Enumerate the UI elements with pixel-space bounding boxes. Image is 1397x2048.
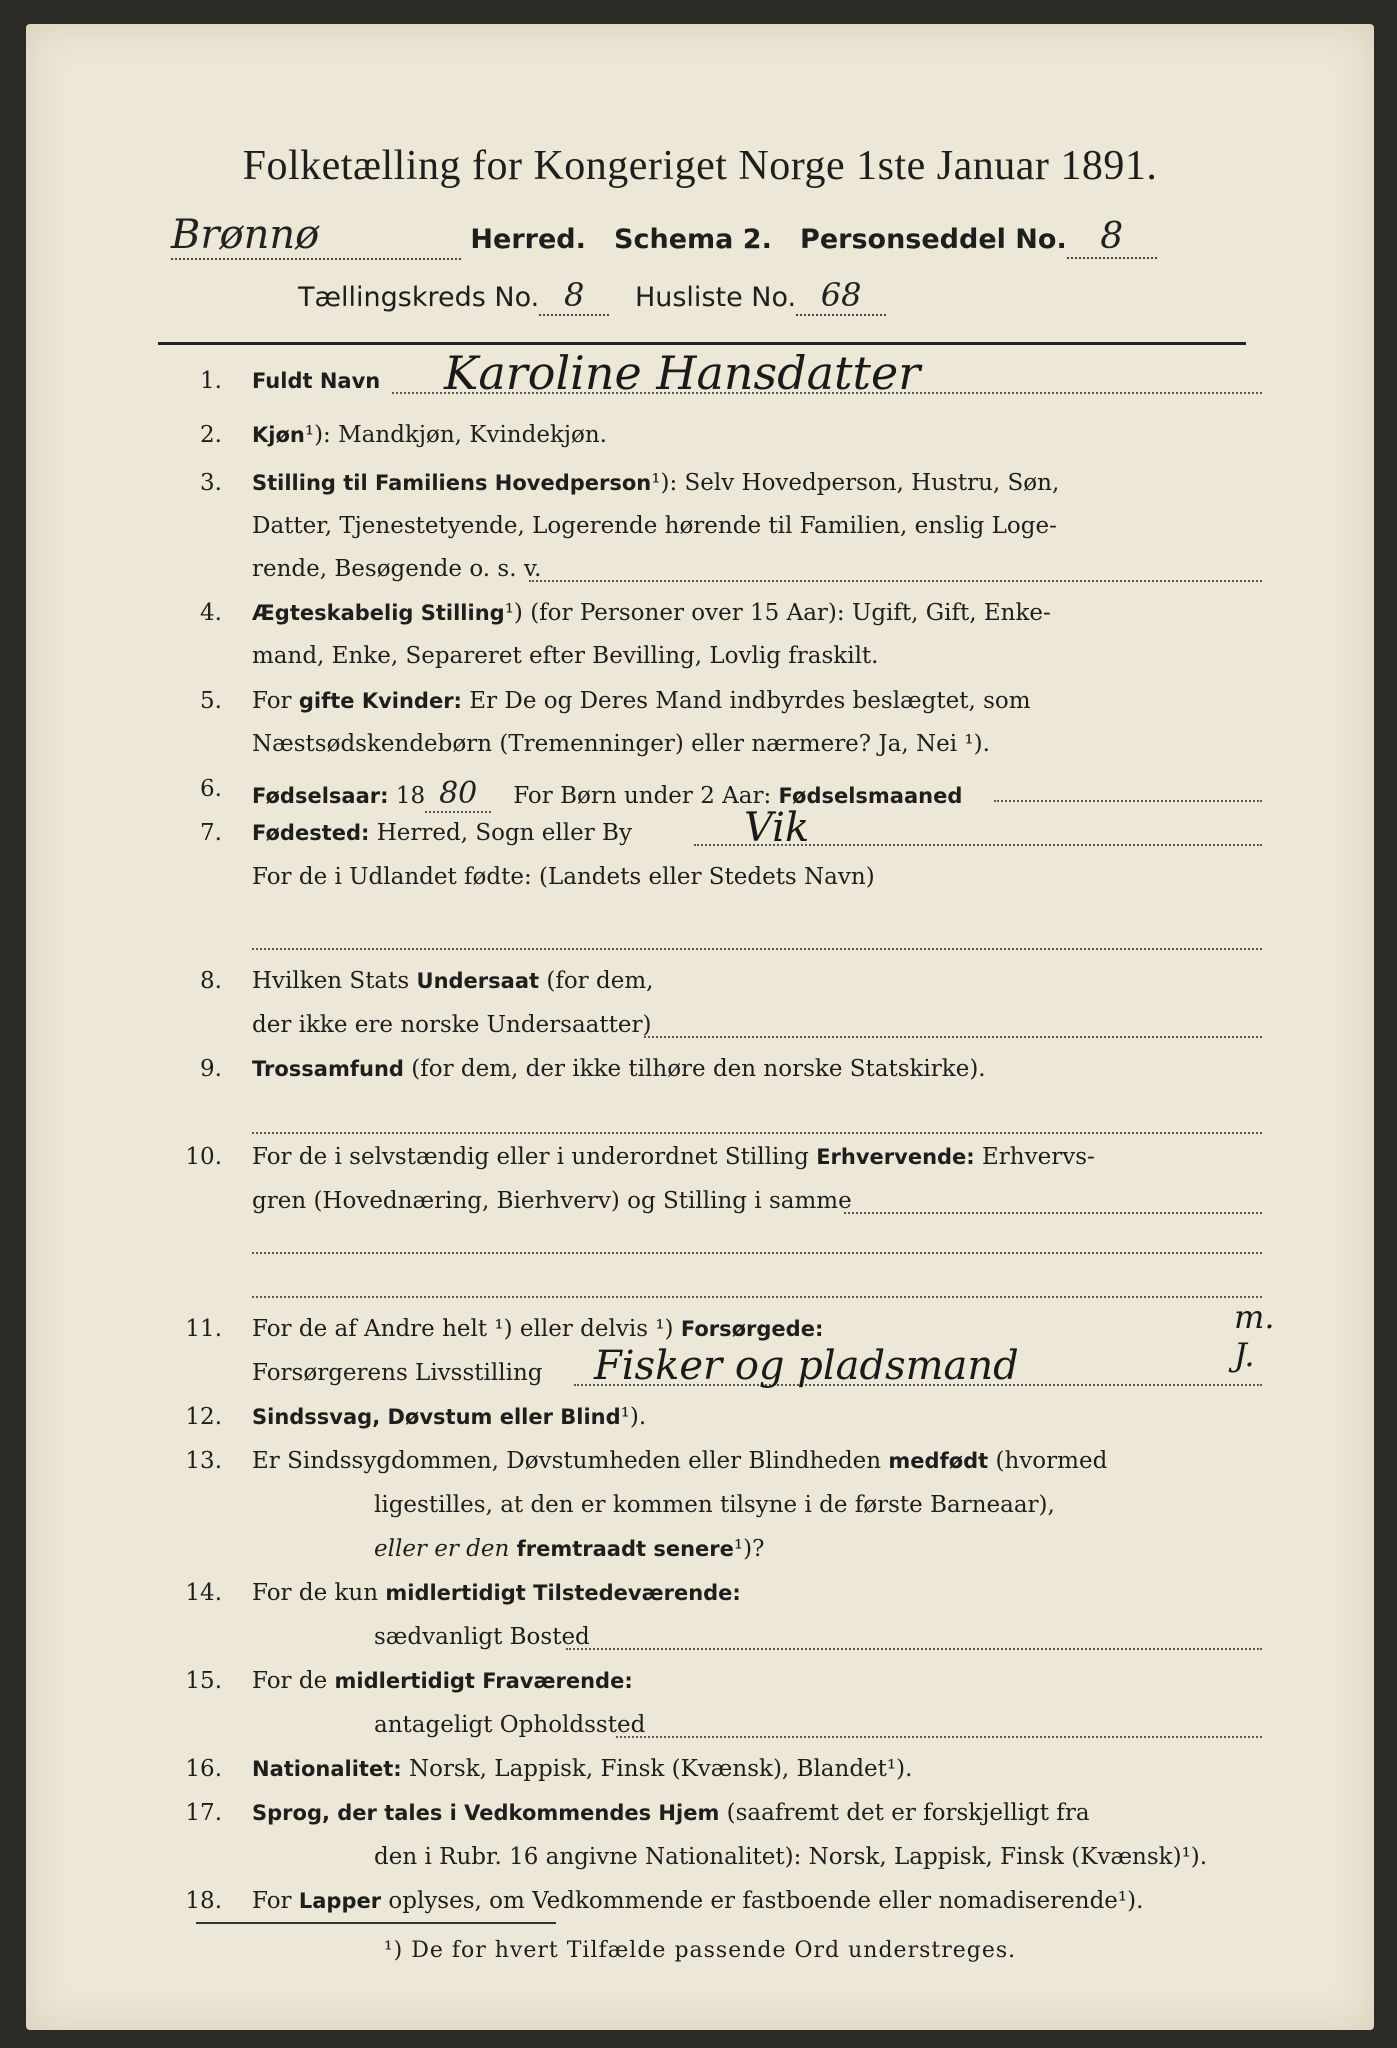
item-number: 12. — [185, 1404, 222, 1430]
header-line-1 — [171, 212, 1157, 260]
birthplace-answer: Vik — [744, 805, 810, 851]
item-text: For — [252, 688, 292, 714]
item-number: 13. — [185, 1448, 222, 1474]
item-number: 6. — [200, 776, 222, 802]
personseddel-label: Personseddel No. — [800, 224, 1067, 255]
item-number: 18. — [185, 1888, 222, 1914]
provider-note-answer: m. J. — [1234, 1298, 1275, 1375]
item-number: 3. — [200, 470, 222, 496]
item-number: 7. — [200, 820, 222, 846]
kreds-number: 8 — [539, 276, 609, 316]
item-label: Kjøn — [252, 423, 305, 447]
item-label: Sindssvag, Døvstum eller Blind — [252, 1405, 621, 1429]
item-label: Trossamfund — [252, 1057, 404, 1081]
item-text: eller er den — [374, 1536, 510, 1562]
item-label: Lapper — [298, 1889, 382, 1913]
item-label: Sprog, der tales i Vedkommendes Hjem — [252, 1801, 720, 1825]
husliste-number: 68 — [796, 276, 886, 316]
census-form — [26, 24, 1374, 2030]
item-options: ¹): Mandkjøn, Kvindekjøn. — [304, 422, 607, 448]
item-label: Undersaat — [416, 969, 540, 993]
item-text: den i Rubr. 16 angivne Nationalitet): Norsk, Lappisk, Finsk (Kvænsk)¹). — [374, 1844, 1208, 1870]
item-text: Herred, Sogn eller By — [376, 820, 632, 846]
item-label: Erhvervende: — [816, 1145, 975, 1169]
item-text: ¹) (for Personer over 15 Aar): Ugift, Gift, Enke- — [504, 600, 1051, 626]
full-name-answer: Karoline Hansdatter — [444, 346, 921, 400]
item-text: gren (Hovednæring, Bierhverv) og Stilling i samme — [252, 1188, 852, 1214]
item-label: Fødselsmaaned — [778, 784, 963, 808]
item-text: (hvormed — [995, 1448, 1108, 1474]
item-text: Datter, Tjenestetyende, Logerende hørende til Familien, enslig Loge- — [252, 513, 1057, 539]
item-text: (saafremt det er forskjelligt fra — [726, 1800, 1090, 1826]
item-text: (for dem, der ikke tilhøre den norske Statskirke). — [411, 1056, 986, 1082]
item-text: Hvilken Stats — [252, 968, 410, 994]
blank-line — [252, 1296, 1262, 1298]
item-label: Stilling til Familiens Hovedperson — [252, 471, 652, 495]
item-text: Erhvervs- — [982, 1144, 1095, 1170]
item-text: 18 — [395, 783, 426, 809]
item-number: 4. — [200, 600, 222, 626]
schema-label: Schema 2. — [614, 224, 772, 255]
item-text: ¹): Selv Hovedperson, Hustru, Søn, — [651, 470, 1060, 496]
item-number: 1. — [200, 368, 222, 394]
item-text: Norsk, Lappisk, Finsk (Kvænsk), Blandet¹). — [408, 1756, 913, 1782]
item-label: Forsørgede: — [680, 1317, 824, 1341]
header-line-2 — [298, 276, 886, 316]
item-text: ¹). — [620, 1404, 647, 1430]
personseddel-number: 8 — [1067, 216, 1157, 259]
item-number: 5. — [200, 688, 222, 714]
husliste-label: Husliste No. — [634, 282, 797, 313]
item-number: 16. — [185, 1756, 222, 1782]
footnote-rule — [196, 1922, 556, 1924]
item-text: Er De og Deres Mand indbyrdes beslægtet, som — [469, 688, 1031, 714]
item-label: gifte Kvinder: — [298, 689, 462, 713]
item-text: sædvanligt Bosted — [374, 1624, 590, 1650]
item-text: mand, Enke, Separeret efter Bevilling, Lovlig fraskilt. — [252, 643, 879, 669]
item-label: Fødested: — [252, 821, 370, 845]
item-text: For de — [252, 1668, 328, 1694]
item-number: 17. — [185, 1800, 222, 1826]
item-text: (for dem, — [546, 968, 654, 994]
footnote: ¹) De for hvert Tilfælde passende Ord understreges. — [383, 1938, 1017, 1963]
item-text: For de kun — [252, 1580, 379, 1606]
item-label: Nationalitet: — [252, 1757, 402, 1781]
blank-line — [252, 1132, 1262, 1134]
blank-line — [252, 948, 1262, 950]
item-number: 14. — [185, 1580, 222, 1606]
item-number: 2. — [200, 422, 222, 448]
item-text: ligestilles, at den er kommen tilsyne i de første Barneaar), — [374, 1492, 1055, 1518]
header-rule — [158, 342, 1246, 345]
herred-label: Herred. — [470, 224, 586, 255]
item-number: 10. — [185, 1144, 222, 1170]
kreds-label: Tællingskreds No. — [298, 282, 540, 313]
item-number: 15. — [185, 1668, 222, 1694]
item-text: For — [252, 1888, 292, 1914]
item-label: Ægteskabelig Stilling — [252, 601, 505, 625]
item-text: Næstsødskendebørn (Tremenninger) eller nærmere? Ja, Nei ¹). — [252, 731, 990, 757]
item-text: For de i Udlandet fødte: (Landets eller Stedets Navn) — [252, 864, 875, 890]
item-text: Er Sindssygdommen, Døvstumheden eller Blindheden — [252, 1448, 882, 1474]
item-text: For de i selvstændig eller i underordnet Stilling — [252, 1144, 809, 1170]
item-number: 9. — [200, 1056, 222, 1082]
item-text: der ikke ere norske Undersaatter) — [252, 1012, 652, 1038]
item-text: For Børn under 2 Aar: — [513, 783, 772, 809]
item-text: Forsørgerens Livsstilling — [252, 1360, 543, 1386]
item-number: 11. — [185, 1316, 222, 1342]
item-label: fremtraadt senere — [516, 1537, 734, 1561]
item-number: 8. — [200, 968, 222, 994]
item-label: Fødselsaar: — [252, 784, 389, 808]
provider-occupation-answer: Fisker og pladsmand — [594, 1343, 1019, 1389]
item-label: Fuldt Navn — [252, 369, 381, 393]
form-title: Folketælling for Kongeriget Norge 1ste Januar 1891. — [242, 143, 1158, 189]
item-text: antageligt Opholdssted — [374, 1712, 646, 1738]
item-label: medfødt — [888, 1449, 989, 1473]
birth-year-answer: 80 — [425, 776, 491, 813]
blank-line — [252, 1252, 1262, 1254]
item-text: ¹)? — [733, 1536, 765, 1562]
item-label: midlertidigt Tilstedeværende: — [385, 1581, 741, 1605]
item-text: oplyses, om Vedkommende er fastboende eller nomadiserende¹). — [388, 1888, 1144, 1914]
item-text: rende, Besøgende o. s. v. — [252, 556, 542, 582]
item-label: midlertidigt Fraværende: — [334, 1669, 633, 1693]
item-text: For de af Andre helt ¹) eller delvis ¹) — [252, 1316, 674, 1342]
municipality-handwritten: Brønnø — [171, 212, 461, 260]
